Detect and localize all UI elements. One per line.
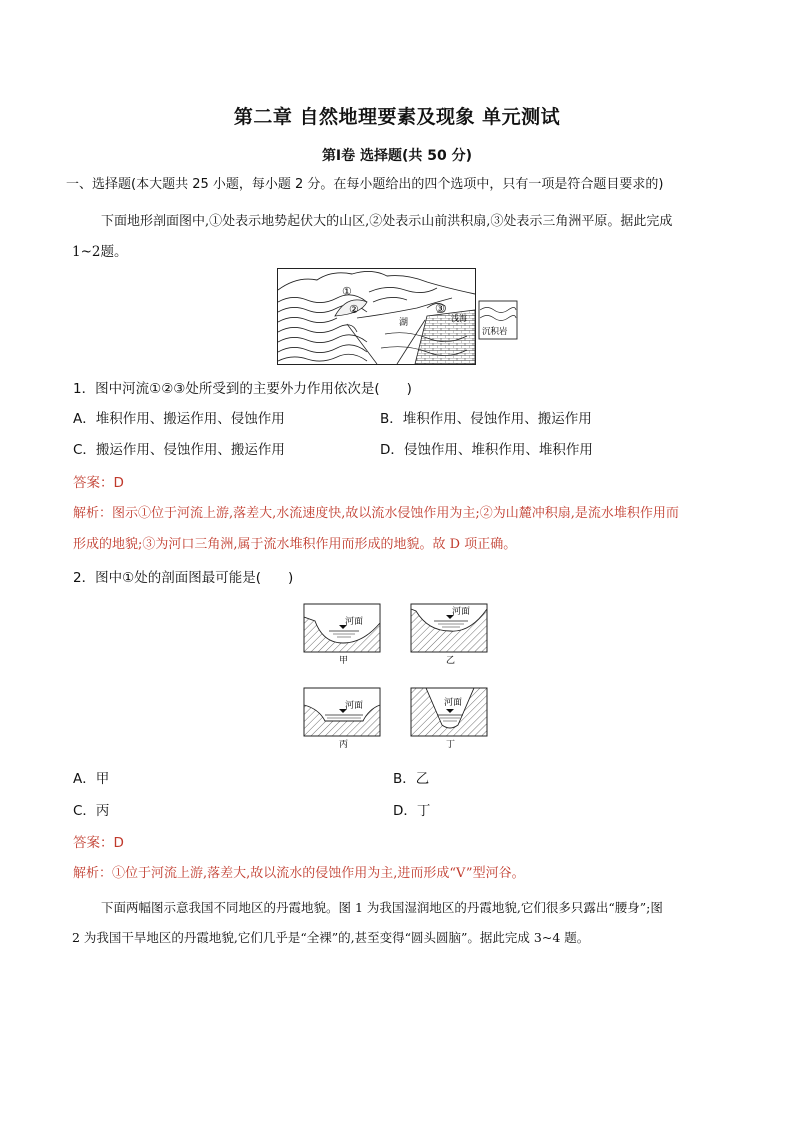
q1-stem: 1．图中河流①②③处所受到的主要外力作用依次是( ): [73, 381, 412, 397]
q1-explanation-line1: [73, 504, 679, 524]
q2-explanation: [73, 864, 525, 884]
q1-explanation-label: 解析：: [73, 506, 113, 521]
q2-answer: 答案：D: [73, 835, 124, 851]
valley-name-bing: 丙: [339, 740, 349, 749]
section-heading: 一、选择题(本大题共 25 小题，每小题 2 分。在每小题给出的四个选项中，只有一项是符合题目要求的): [66, 177, 664, 192]
valley-river-label: 河面: [345, 617, 364, 627]
q2-option-a[interactable]: A．甲: [73, 771, 110, 787]
valley-name-jia: 甲: [339, 656, 349, 665]
figure-label-lake: 湖: [399, 318, 409, 328]
intro1-line1: 下面地形剖面图中,①处表示地势起伏大的山区,②处表示山前洪积扇,③处表示三角洲平原。据此完成: [101, 214, 673, 229]
figure-mark-2: ②: [349, 303, 359, 316]
valley-river-label: 河面: [452, 607, 471, 617]
q2-option-c[interactable]: C．丙: [73, 803, 110, 819]
q1-option-c[interactable]: C．搬运作用、侵蚀作用、搬运作用: [73, 442, 285, 458]
valley-name-ding: 丁: [446, 740, 456, 749]
terrain-cross-section-figure: [277, 268, 522, 366]
q1-answer: 答案：D: [73, 475, 124, 491]
q1-explanation-text: 图示①位于河流上游,落差大,水流速度快,故以流水侵蚀作用为主;②为山麓冲积扇,是流水堆积作用而: [112, 506, 679, 521]
valley-diagram-jia[interactable]: [303, 603, 385, 665]
q1-option-d[interactable]: D．侵蚀作用、堆积作用、堆积作用: [380, 442, 593, 458]
intro2-line1: 下面两幅图示意我国不同地区的丹霞地貌。图 1 为我国湿润地区的丹霞地貌,它们很多只露出“腰身”;图: [101, 900, 663, 915]
q2-option-d[interactable]: D．丁: [393, 803, 431, 819]
valley-river-label: 河面: [444, 698, 463, 708]
intro2-line2: 2 为我国干旱地区的丹霞地貌,它们几乎是“全裸”的,甚至变得“圆头圆脑”。据此完成 3~4 题。: [72, 930, 590, 945]
page-title: 第二章 自然地理要素及现象 单元测试: [233, 106, 561, 128]
q1-option-b[interactable]: B．堆积作用、侵蚀作用、搬运作用: [380, 411, 592, 427]
figure-label-shallow-sea: 浅海: [451, 314, 467, 323]
figure-label-sedimentary-rock: 沉积岩: [482, 327, 508, 337]
valley-name-yi: 乙: [446, 656, 456, 665]
q1-option-a[interactable]: A．堆积作用、搬运作用、侵蚀作用: [73, 411, 285, 427]
q2-stem: 2．图中①处的剖面图最可能是( ): [73, 570, 294, 586]
valley-diagram-bing[interactable]: [303, 687, 385, 749]
valley-diagram-ding[interactable]: [410, 687, 492, 749]
valley-diagram-yi[interactable]: [410, 603, 492, 665]
q2-explanation-text: ①位于河流上游,落差大,故以流水的侵蚀作用为主,进而形成“V”型河谷。: [112, 866, 525, 881]
section-subtitle: 第Ⅰ卷 选择题(共 50 分): [321, 148, 473, 164]
q1-explanation-line2: 形成的地貌;③为河口三角洲,属于流水堆积作用而形成的地貌。故 D 项正确。: [73, 537, 517, 552]
valley-river-label: 河面: [345, 701, 364, 711]
figure-mark-3: ③: [435, 302, 445, 315]
q2-option-b[interactable]: B．乙: [393, 771, 430, 787]
figure-mark-1: ①: [342, 285, 352, 298]
q2-explanation-label: 解析：: [73, 866, 113, 881]
intro1-line2: 1~2题。: [72, 244, 128, 260]
